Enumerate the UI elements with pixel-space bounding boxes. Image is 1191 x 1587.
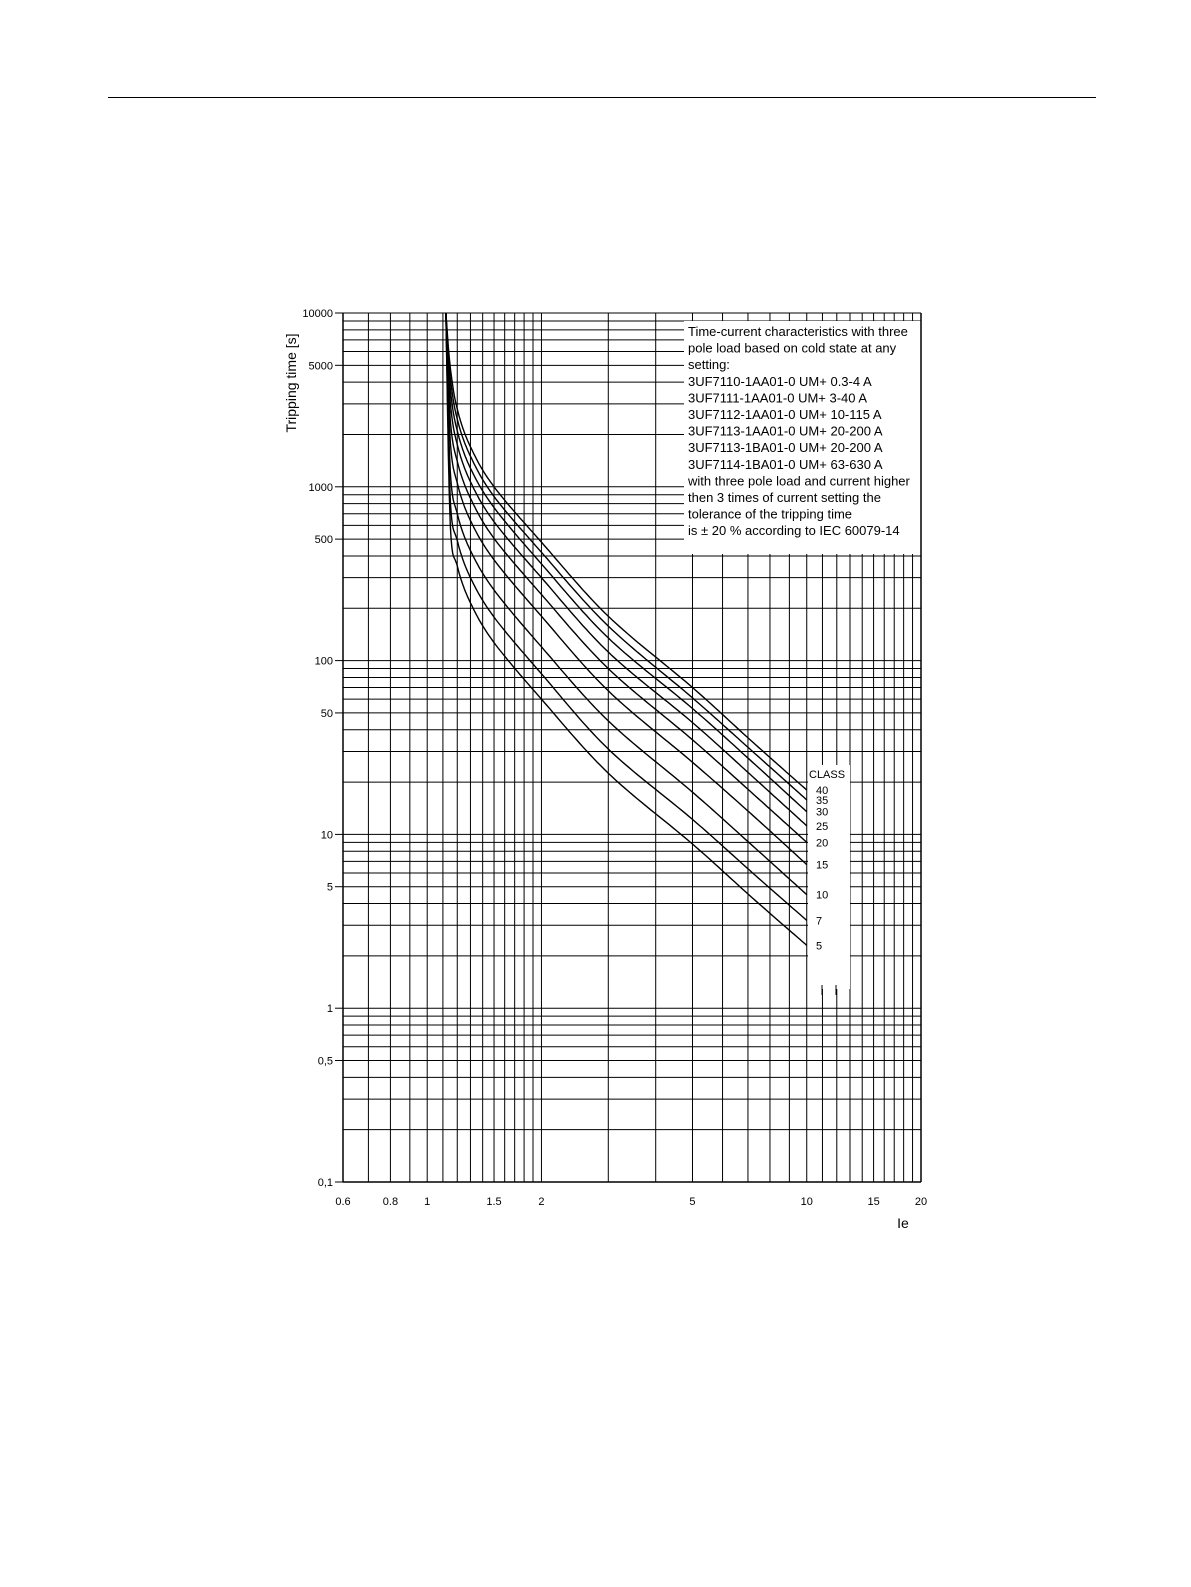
x-tick-label: 20 xyxy=(914,1196,928,1208)
annotation-line: 3UF7113-1BA01-0 UM+ 20-200 A xyxy=(688,440,883,456)
annotation-line: is ± 20 % according to IEC 60079-14 xyxy=(688,523,900,539)
annotation-line: with three pole load and current higher xyxy=(688,473,910,489)
annotation-line: 3UF7112-1AA01-0 UM+ 10-115 A xyxy=(688,407,882,422)
annotation-line: 3UF7113-1AA01-0 UM+ 20-200 A xyxy=(688,423,883,439)
y-tick-label: 100 xyxy=(314,655,333,668)
y-tick-label: 500 xyxy=(314,534,333,547)
legend-label-class-5: 5 xyxy=(816,940,823,953)
y-tick-label: 1000 xyxy=(308,481,333,494)
legend-label-class-10: 10 xyxy=(816,889,829,902)
class-legend xyxy=(808,765,850,995)
x-tick-label: 15 xyxy=(867,1196,880,1208)
y-tick-label: 10000 xyxy=(302,308,333,320)
y-tick-label: 5 xyxy=(326,881,333,894)
legend-label-class-35: 35 xyxy=(816,794,829,807)
legend-label-class-15: 15 xyxy=(816,859,829,872)
x-tick-label: 1 xyxy=(424,1196,431,1208)
y-tick-label: 1 xyxy=(326,1003,333,1016)
x-tick-label: 10 xyxy=(800,1196,813,1208)
x-tick-label: 5 xyxy=(689,1196,696,1208)
annotation-line: 3UF7114-1BA01-0 UM+ 63-630 A xyxy=(688,456,883,472)
y-tick-label: 5000 xyxy=(308,360,333,373)
annotation-line: then 3 times of current setting the xyxy=(688,490,881,505)
annotation-line: tolerance of the tripping time xyxy=(688,506,853,522)
legend-label-class-20: 20 xyxy=(816,837,829,850)
x-axis-title: Ie xyxy=(897,1215,909,1231)
x-tick-label: 0.8 xyxy=(382,1196,399,1208)
class-legend-background xyxy=(808,765,850,989)
y-tick-label: 0,1 xyxy=(317,1177,333,1189)
x-tick-label: 1.5 xyxy=(486,1196,502,1208)
annotation-line: setting: xyxy=(688,357,730,373)
y-tick-label: 10 xyxy=(320,829,333,842)
annotation-line: pole load based on cold state at any xyxy=(688,340,897,356)
annotation-line: 3UF7111-1AA01-0 UM+ 3-40 A xyxy=(688,390,868,406)
y-axis-title: Tripping time [s] xyxy=(283,333,299,433)
y-tick-label: 0,5 xyxy=(317,1055,333,1068)
annotation-line: Time-current characteristics with three xyxy=(688,324,908,339)
x-tick-label: 0.6 xyxy=(335,1196,351,1208)
legend-label-class-7: 7 xyxy=(816,915,823,928)
y-tick-label: 50 xyxy=(320,707,333,720)
annotation-box xyxy=(684,321,921,554)
legend-label-class-30: 30 xyxy=(816,806,829,819)
x-tick-label: 2 xyxy=(538,1196,545,1208)
legend-label-class-40: 40 xyxy=(816,785,829,798)
legend-label-class-25: 25 xyxy=(816,820,829,833)
class-legend-title: CLASS xyxy=(809,769,846,781)
annotation-line: 3UF7110-1AA01-0 UM+ 0.3-4 A xyxy=(688,373,872,389)
